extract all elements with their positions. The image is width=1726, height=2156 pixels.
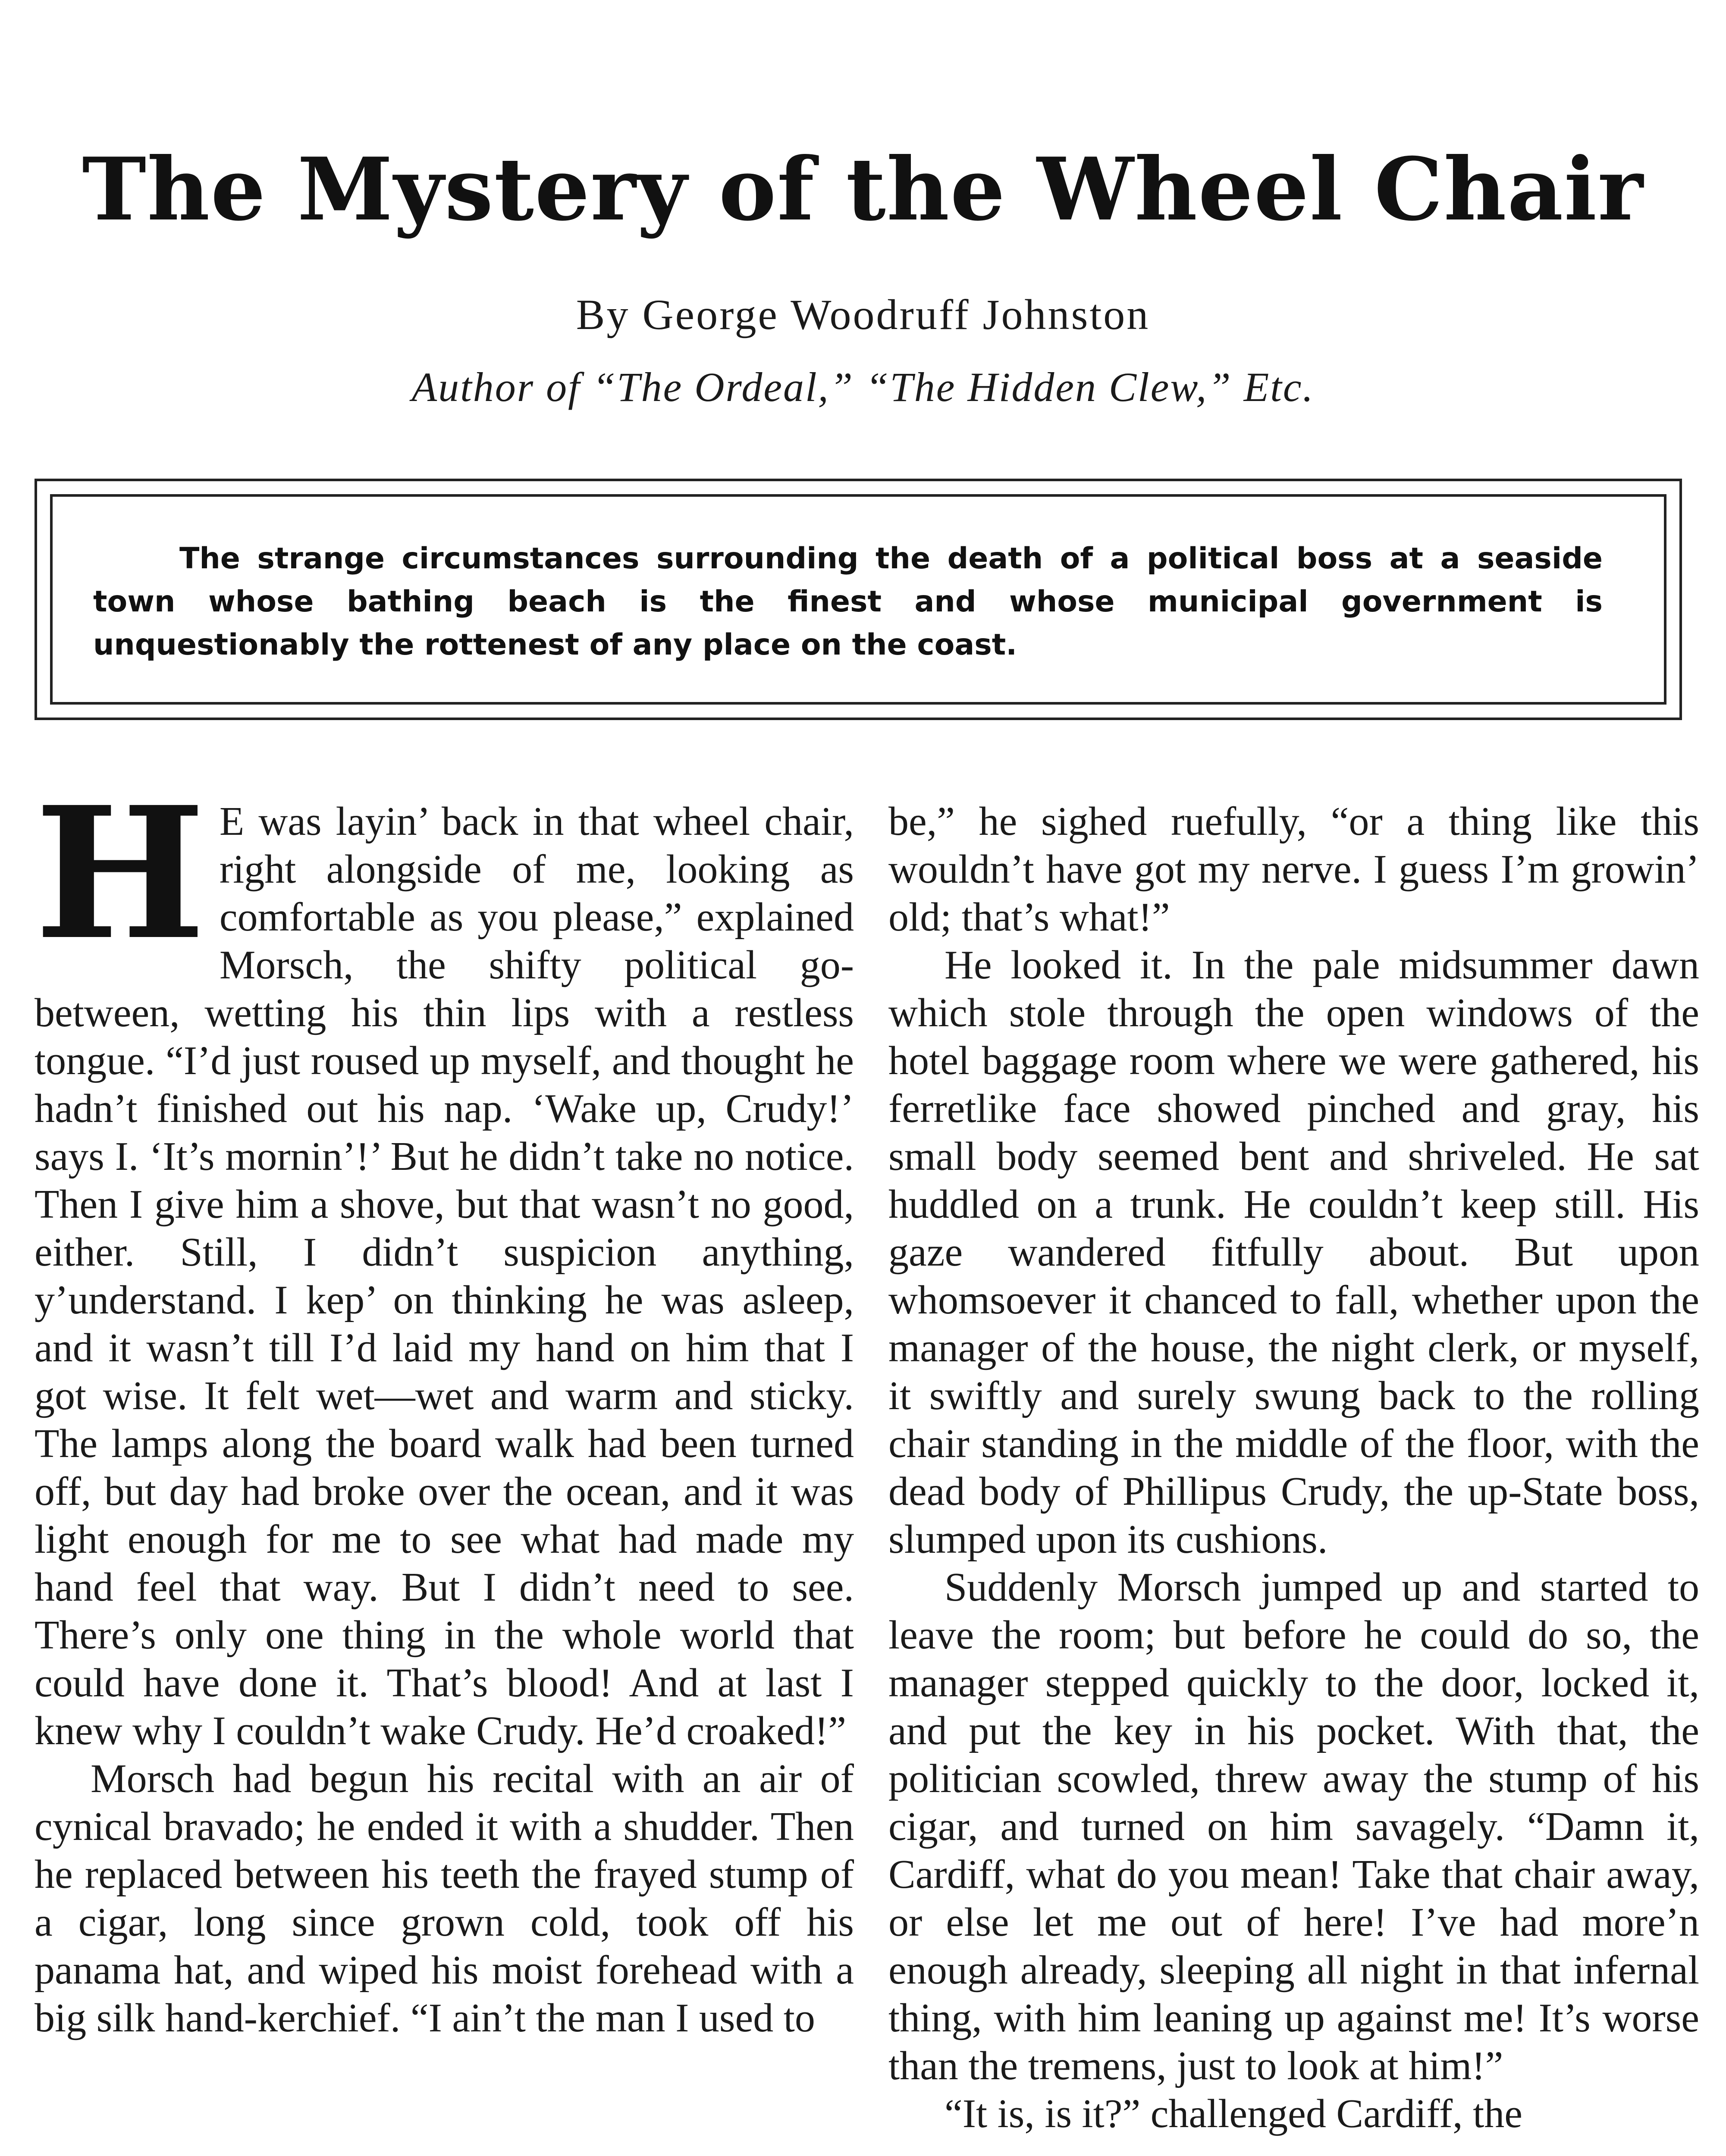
- story-title: The Mystery of the Wheel Chair: [82, 139, 1644, 240]
- paragraph: Suddenly Morsch jumped up and started to leave the room; but before he could do so, the manager stepped quickly to the door, locked it, and put the key in his pocket. With that, the politician scowled, threw away the stump of his cigar, and turned on him savagely. “Damn it, Cardiff, what do you mean! Take that chair away, or else let me out of here! I’ve had more’n enough already, sleeping all night in that infernal thing, with him leaning up against me! It’s worse than the tremens, just to look at him!”: [888, 1565, 1699, 2088]
- drop-cap: H: [35, 768, 206, 980]
- paragraph-opening: [35, 768, 854, 1755]
- text-column-left: [35, 768, 854, 2042]
- paragraph-text: E was layin’ back in that wheel chair, right alongside of me, looking as comfortable as you please,” explained Morsch, the shifty political go-between, wetting his thin lips with a restless tongue. “I’d just roused up myself, and thought he hadn’t finished out his nap. ‘Wake up, Crudy!’ says I. ‘It’s mornin’!’ But he didn’t take no notice. Then I give him a shove, but that wasn’t no good, either. Still, I didn’t suspicion anything, y’understand. I kep’ on thinking he was asleep, and it wasn’t till I’d laid my hand on him that I got wise. It felt wet—wet and warm and sticky. The lamps along the board walk had been turned off, but day had broke over the ocean, and it was light enough for me to see what had made my hand feel that way. But I didn’t need to see. There’s only one thing in the whole world that could have done it. That’s blood! And at last I knew why I couldn’t wake Crudy. He’d croaked!”: [35, 799, 854, 1753]
- paragraph: Morsch had begun his recital with an air of cynical bravado; he ended it with a shudder. Then he replaced between his teeth the frayed stump of a cigar, long since grown cold, took off his panama hat, and wiped his moist forehead with a big silk hand-kerchief. “I ain’t the man I used to: [35, 1756, 854, 2040]
- paragraph-continued: be,” he sighed ruefully, “or a thing like this wouldn’t have got my nerve. I guess I’m growin’ old; that’s what!”: [888, 799, 1699, 940]
- paragraph: He looked it. In the pale midsummer dawn which stole through the open windows of the hotel baggage room where we were gathered, his ferretlike face showed pinched and gray, his small body seemed bent and shriveled. He sat huddled on a trunk. He couldn’t keep still. His gaze wandered fitfully about. But upon whomsoever it chanced to fall, whether upon the manager of the house, the night clerk, or myself, it swiftly and surely swung back to the rolling chair standing in the middle of the floor, with the dead body of Phillipus Crudy, the up-State boss, slumped upon its cushions.: [888, 943, 1699, 1562]
- author-credits: Author of “The Ordeal,” “The Hidden Clew,” Etc.: [411, 364, 1315, 410]
- text-column-right: [888, 798, 1699, 2138]
- summary-box: [35, 479, 1682, 720]
- paragraph: “It is, is it?” challenged Cardiff, the: [945, 2091, 1522, 2136]
- byline: By George Woodruff Johnston: [576, 291, 1150, 338]
- story-summary: The strange circumstances surrounding the death of a political boss at a seaside town whose bathing beach is the finest and whose municipal government is unquestionably the rottenest of any place on the coast.: [93, 542, 1603, 662]
